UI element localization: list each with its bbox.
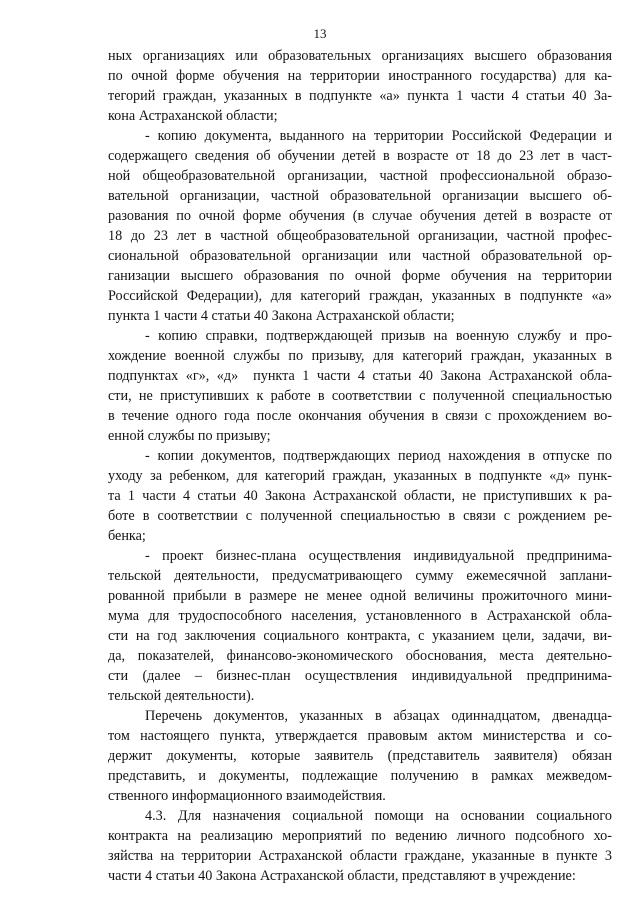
text-line: - копию документа, выданного на территории Российской Федерации и: [145, 128, 612, 144]
text-line: 4.3. Для назначения социальной помощи на основании социального: [145, 808, 612, 824]
text-line: Перечень документов, указанных в абзацах одиннадцатом, двенадца-: [145, 708, 612, 724]
text-line: сти, не приступивших к работе в соответствии с полученной специальностью: [108, 388, 612, 404]
text-line: та 1 части 4 статьи 40 Закона Астраханской области, не приступивших к ра-: [108, 488, 612, 504]
page-number: 13: [313, 26, 327, 41]
text-line: в течение одного года после окончания обучения в связи с прохождением во-: [108, 408, 612, 424]
text-line: Российской Федерации), для категорий граждан, указанных в подпункте «а»: [108, 288, 612, 304]
text-line: - копии документов, подтверждающих период нахождения в отпуске по: [145, 448, 612, 464]
text-line: уходу за ребенком, для категорий граждан, указанных в подпункте «д» пунк-: [108, 468, 612, 484]
text-line: тельской деятельности, предусматривающего сумму ежемесячной заплани-: [108, 568, 612, 584]
text-line: вательной организации, частной образовательной организации высшего об-: [108, 188, 612, 204]
text-line: пункта 1 части 4 статьи 40 Закона Астраханской области;: [108, 308, 455, 324]
text-line: 18 до 23 лет в частной общеобразовательной организации, частной профес-: [108, 228, 612, 244]
text-line: сти (далее – бизнес-план осуществления индивидуальной предпринима-: [108, 668, 612, 684]
text-line: рованной прибыли в размере не менее одной величины прожиточного мини-: [108, 588, 612, 604]
text-line: по очной форме обучения на территории иностранного государства) для ка-: [108, 68, 612, 84]
text-line: ных организациях или образовательных организациях высшего образования: [108, 48, 612, 64]
text-line: - копию справки, подтверждающей призыв на военную службу и про-: [145, 328, 612, 344]
text-line: бенка;: [108, 528, 146, 544]
text-line: держит документы, которые заявитель (представитель заявителя) обязан: [108, 748, 612, 764]
text-line: контракта на реализацию мероприятий по ведению личного подсобного хо-: [108, 828, 612, 844]
text-line: мума для трудоспособного населения, установленного в Астраханской обла-: [108, 608, 612, 624]
text-line: сиональной образовательной организации или частной образовательной ор-: [108, 248, 612, 264]
text-line: да, показателей, финансово-экономического обоснования, места деятельно-: [108, 648, 612, 664]
text-line: - проект бизнес-плана осуществления индивидуальной предпринима-: [145, 548, 612, 564]
text-line: зяйства на территории Астраханской области граждане, указанные в пункте 3: [108, 848, 612, 864]
text-line: представить, и документы, подлежащие получению в рамках межведом-: [108, 768, 612, 784]
text-line: кона Астраханской области;: [108, 108, 278, 124]
text-line: части 4 статьи 40 Закона Астраханской области, представляют в учреждение:: [108, 868, 576, 884]
text-line: разования по очной форме обучения (в случае обучения детей в возрасте от: [108, 208, 612, 224]
text-line: сти на год заключения социального контракта, с указанием цели, задачи, ви-: [108, 628, 612, 644]
text-line: том настоящего пункта, утверждается правовым актом министерства и со-: [108, 728, 612, 744]
text-line: подпунктах «г», «д» пункта 1 части 4 статьи 40 Закона Астраханской обла-: [108, 368, 612, 384]
text-line: ственного информационного взаимодействия.: [108, 788, 386, 804]
text-line: тегорий граждан, указанных в подпункте «а» пункта 1 части 4 статьи 40 За-: [108, 88, 612, 104]
text-line: ганизации высшего образования по очной форме обучения на территории: [108, 268, 612, 284]
text-line: енной службы по призыву;: [108, 428, 271, 444]
text-line: содержащего сведения об обучении детей в возрасте от 18 до 23 лет в част-: [108, 148, 612, 164]
text-line: боте в соответствии с полученной специальностью в связи с рождением ре-: [108, 508, 612, 524]
text-line: тельской деятельности).: [108, 688, 255, 704]
text-line: ной общеобразовательной организации, частной профессиональной образо-: [108, 168, 612, 184]
text-line: хождение военной службы по призыву, для категорий граждан, указанных в: [108, 348, 612, 364]
